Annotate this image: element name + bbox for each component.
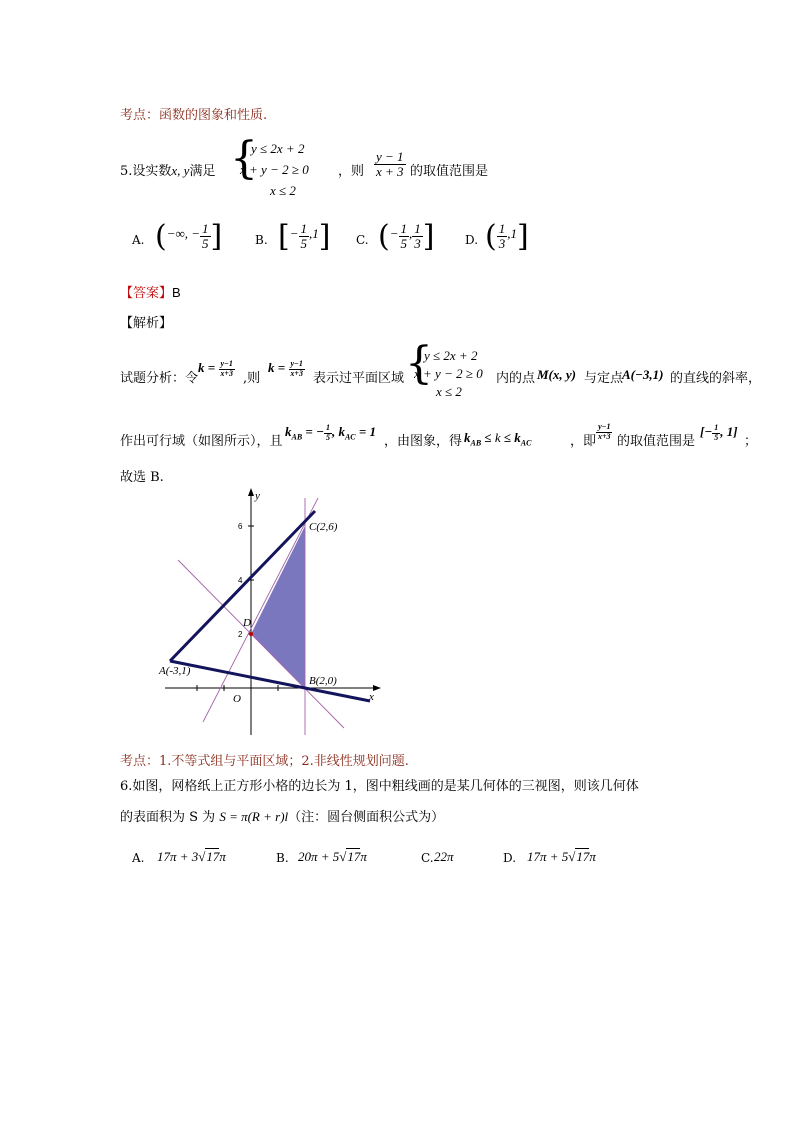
feasible-region-graph [150,486,390,736]
k-def: k = $\frac{y-1}{x+3}$ [198,359,233,378]
q5-ineq-1: y ≤ 2x + 2 [251,141,305,156]
point-C-label: C(2,6) [309,521,338,533]
x-label: x [369,691,374,703]
k-range: $k_{AB} \le k \le k_{AC}$ [464,430,532,448]
q5-then: ，则 [338,164,365,179]
q6-option-a: 17π + 3√17π [157,849,226,864]
q6-option-d: 17π + 5√17π [527,849,596,864]
q5-option-d-label: D. [465,233,479,247]
point-D-label: D [243,617,251,629]
q5-system-brace: { [230,133,258,184]
q5-ineq-2: x + y − 2 ≥ 0 [240,162,309,177]
k-def-2: k = $\frac{y-1}{x+3}$ [268,359,303,378]
point-A-label: A(-3,1) [159,665,191,677]
line-x-plus-y-eq-2 [178,560,344,728]
q6-line-2: 的表面积为 S 为 S = π(R + r)l（注：圆台侧面积公式为） [120,809,445,825]
y-axis-arrow [248,488,254,496]
q6-option-b: 20π + 5√17π [298,849,367,864]
q5-prefix: 5.设实数x, y满足 [120,163,216,179]
q6-line-1: 6.如图，网格纸上正方形小格的边长为 1，图中粗线画的是某几何体的三视图，则该几何体 [120,779,639,794]
analysis-brace: { [405,338,433,389]
q5-option-c-label: C. [356,233,369,247]
kaodian-q5: 考点：1.不等式组与平面区域；2.非线性规划问题. [120,754,409,769]
q5-option-b-label: B. [255,233,268,247]
q6-option-a-label: A. [132,851,145,865]
tick-label-4: 4 [238,576,243,585]
kaodian-q4: 考点：函数的图象和性质. [120,108,268,123]
analysis-line-3: 故选 B. [120,470,164,485]
q5-option-a-label: A. [132,233,145,247]
final-range: [− $\frac{1}{5}$ , 1] [700,423,738,442]
tick-label-6: 6 [238,522,243,531]
q5-fraction: $\frac{y - 1}{x + 3}$ [376,149,404,179]
segment-AB [170,661,370,701]
answer: 【答案】B [120,285,181,301]
q5-ineq-3: x ≤ 2 [270,183,296,198]
tick-label-2: 2 [238,630,243,639]
point-D [249,632,253,636]
k-frac: $\frac{y-1}{x+3}$ [598,422,611,441]
analysis-tag: 【解析】 [120,316,173,331]
y-label: y [255,490,260,502]
q6-option-b-label: B. [276,851,289,865]
origin-label: O [233,693,241,705]
q5-option-a: (−∞, − $\frac{1}{5}$ ] [155,219,223,254]
x-axis-arrow [373,685,381,691]
q5-range-text: 的取值范围是 [410,164,489,179]
q5-option-c: (− $\frac{1}{5}$ , $\frac{1}{3}$ ] [378,219,435,254]
q5-option-b: [− $\frac{1}{5}$ ,1] [278,219,331,254]
k-ab-value: $k_{AB}$ = − $\frac{1}{5}$ , $k_{AC} = 1$ [285,423,377,442]
q6-option-c-label: C. [421,851,434,865]
point-B-label: B(2,0) [309,675,337,687]
q6-option-c: 22π [434,849,454,864]
q5-option-d: ( $\frac{1}{3}$ ,1] [485,219,529,254]
q6-option-d-label: D. [503,851,517,865]
